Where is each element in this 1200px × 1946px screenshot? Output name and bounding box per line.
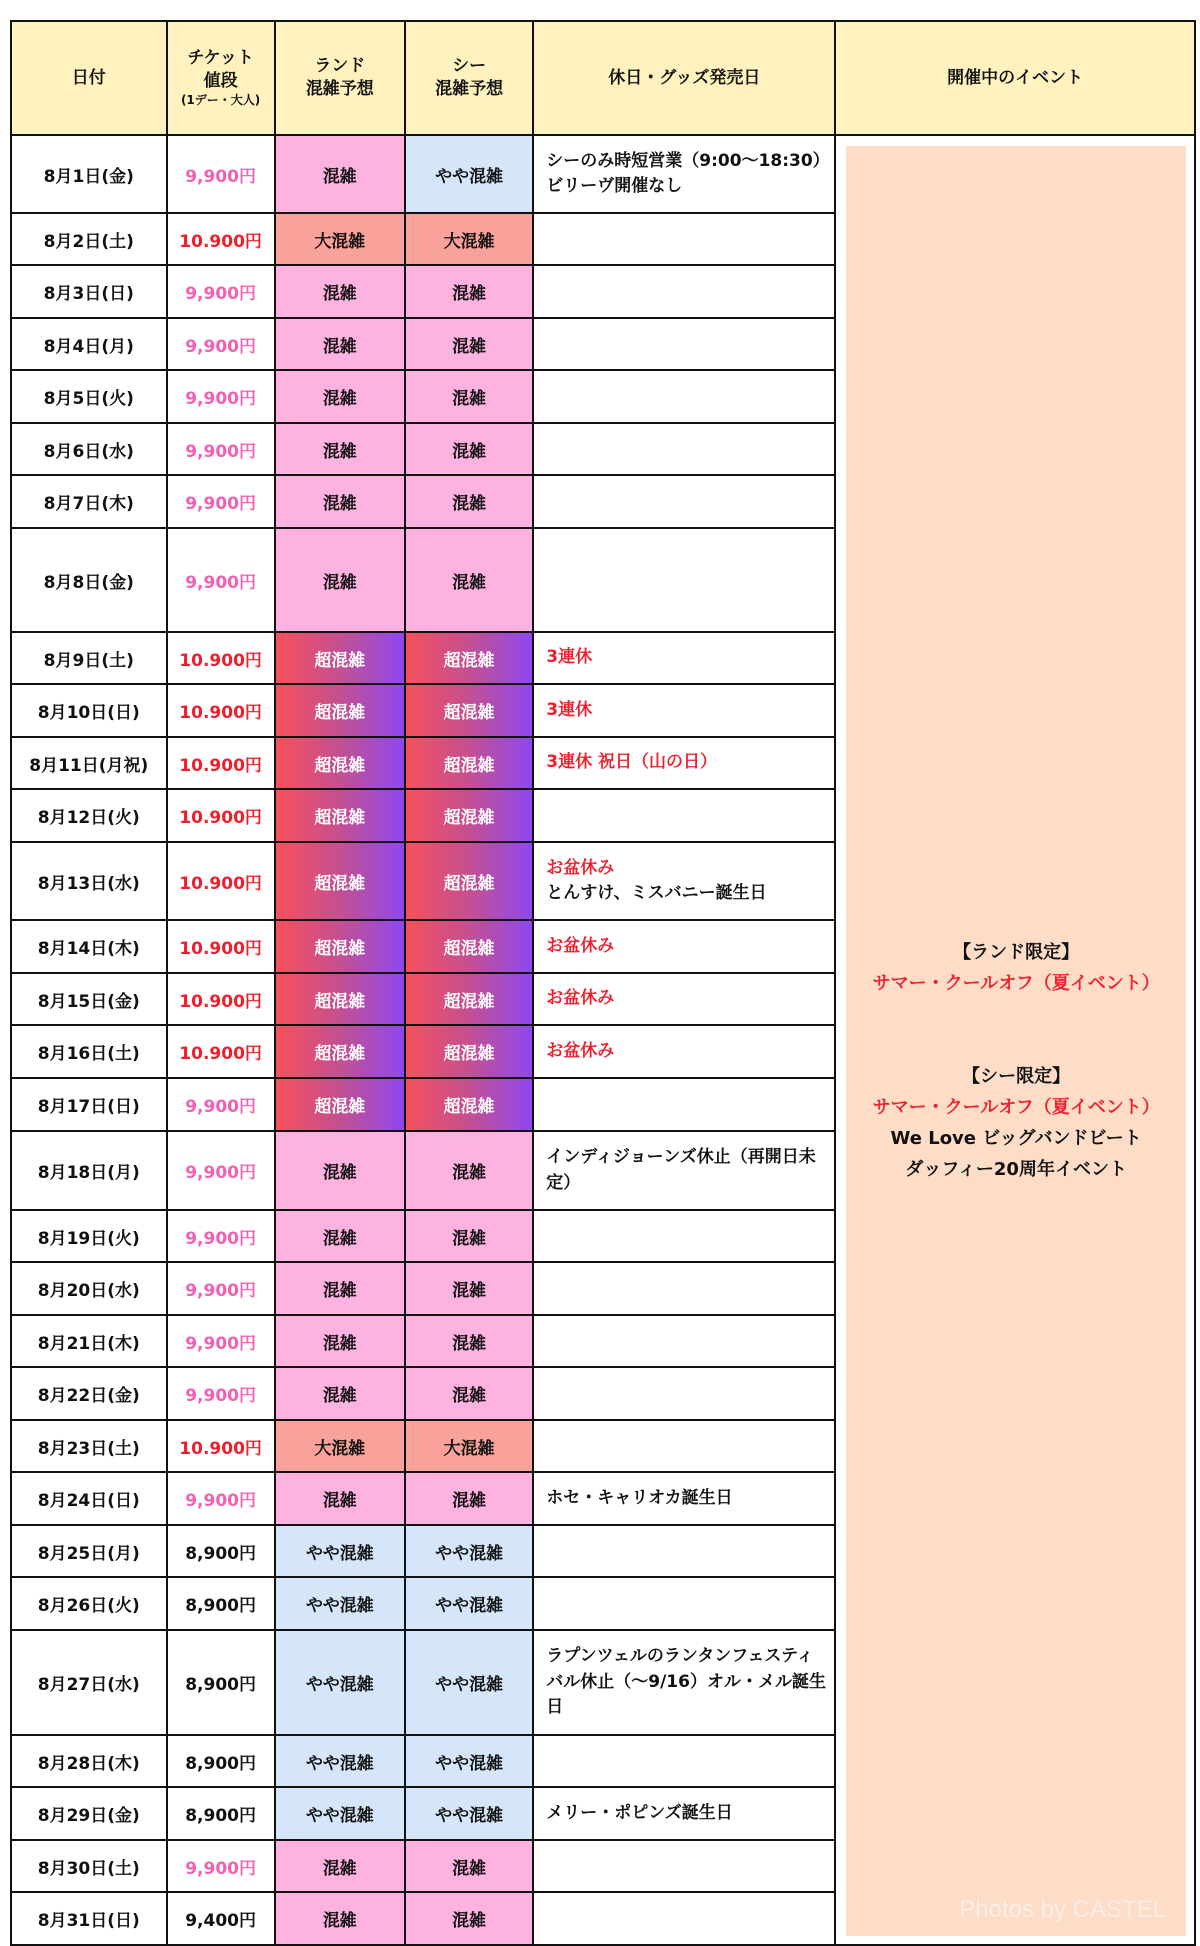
sea-event-heading: 【シー限定】 <box>962 1066 1071 1087</box>
price-cell: 8,900円 <box>167 1525 275 1577</box>
land-crowd-cell: 大混雑 <box>275 1420 405 1472</box>
land-event-name: サマー・クールオフ（夏イベント） <box>872 973 1160 994</box>
price-cell: 8,900円 <box>167 1630 275 1735</box>
table-body <box>11 135 1195 1945</box>
price-cell: 9,900円 <box>167 1210 275 1262</box>
sea-crowd-cell: 混雑 <box>405 1210 533 1262</box>
sea-crowd-cell: やや混雑 <box>405 1787 533 1840</box>
note-cell <box>533 135 835 213</box>
price-cell: 9,900円 <box>167 1840 275 1892</box>
land-crowd-cell: やや混雑 <box>275 1735 405 1787</box>
note-cell <box>533 1577 835 1630</box>
price-cell: 10.900円 <box>167 1025 275 1078</box>
sea-crowd-cell: 超混雑 <box>405 789 533 842</box>
header-land-line1: ランド <box>314 56 366 77</box>
note-cell <box>533 920 835 973</box>
note-cell <box>533 842 835 920</box>
price-cell: 9,900円 <box>167 1262 275 1315</box>
date-cell: 8月26日(火) <box>11 1577 167 1630</box>
note-black-text: ラプンツェルのランタンフェスティバル休止（〜9/16）オル・メル誕生日 <box>546 1646 826 1718</box>
date-cell: 8月21日(木) <box>11 1315 167 1367</box>
land-crowd-cell: 混雑 <box>275 1840 405 1892</box>
date-cell: 8月23日(土) <box>11 1420 167 1472</box>
note-cell <box>533 1025 835 1078</box>
price-cell: 10.900円 <box>167 973 275 1025</box>
note-cell <box>533 1315 835 1367</box>
land-event-heading: 【ランド限定】 <box>953 942 1080 963</box>
date-cell: 8月29日(金) <box>11 1787 167 1840</box>
land-crowd-cell: 混雑 <box>275 370 405 423</box>
price-cell: 8,900円 <box>167 1735 275 1787</box>
land-crowd-cell: やや混雑 <box>275 1525 405 1577</box>
note-cell <box>533 475 835 528</box>
sea-crowd-cell: 超混雑 <box>405 632 533 684</box>
header-sea-line1: シー <box>452 56 487 77</box>
price-cell: 10.900円 <box>167 920 275 973</box>
sea-crowd-cell: やや混雑 <box>405 1525 533 1577</box>
note-cell <box>533 1787 835 1840</box>
sea-crowd-cell: 大混雑 <box>405 1420 533 1472</box>
note-black-text: メリー・ポピンズ誕生日 <box>546 1802 733 1823</box>
sea-crowd-cell: やや混雑 <box>405 1735 533 1787</box>
land-crowd-cell: 超混雑 <box>275 737 405 789</box>
note-black-text: ホセ・キャリオカ誕生日 <box>546 1487 733 1508</box>
sea-crowd-cell: 超混雑 <box>405 1078 533 1131</box>
sea-crowd-cell: やや混雑 <box>405 1630 533 1735</box>
date-cell: 8月7日(木) <box>11 475 167 528</box>
land-crowd-cell: 超混雑 <box>275 920 405 973</box>
price-cell: 9,900円 <box>167 1367 275 1420</box>
date-cell: 8月8日(金) <box>11 528 167 632</box>
sea-crowd-cell: 超混雑 <box>405 737 533 789</box>
note-cell <box>533 1840 835 1892</box>
note-cell <box>533 632 835 684</box>
date-cell: 8月1日(金) <box>11 135 167 213</box>
price-cell: 9,900円 <box>167 135 275 213</box>
note-cell <box>533 528 835 632</box>
land-crowd-cell: 大混雑 <box>275 213 405 265</box>
sea-crowd-cell: 混雑 <box>405 1131 533 1210</box>
event-content <box>873 937 1160 1185</box>
sea-crowd-cell: 混雑 <box>405 1472 533 1525</box>
sea-crowd-cell: 混雑 <box>405 475 533 528</box>
date-cell: 8月11日(月祝) <box>11 737 167 789</box>
land-crowd-cell: 混雑 <box>275 1262 405 1315</box>
sea-crowd-cell: 混雑 <box>405 265 533 318</box>
price-cell: 9,900円 <box>167 318 275 370</box>
land-crowd-cell: やや混雑 <box>275 1630 405 1735</box>
note-red-text: お盆休み <box>546 857 615 878</box>
land-crowd-cell: 超混雑 <box>275 789 405 842</box>
price-cell: 9,900円 <box>167 1472 275 1525</box>
price-cell: 9,900円 <box>167 423 275 475</box>
note-cell <box>533 1078 835 1131</box>
land-crowd-cell: 混雑 <box>275 1315 405 1367</box>
note-cell <box>533 423 835 475</box>
date-cell: 8月14日(木) <box>11 920 167 973</box>
watermark: Photos by CASTEL <box>959 1896 1166 1923</box>
sea-crowd-cell: 混雑 <box>405 1262 533 1315</box>
note-black-text: とんすけ、ミスバニー誕生日 <box>546 883 767 903</box>
date-cell: 8月22日(金) <box>11 1367 167 1420</box>
date-cell: 8月24日(日) <box>11 1472 167 1525</box>
note-cell <box>533 1630 835 1735</box>
header-sea-line2: 混雑予想 <box>435 79 504 99</box>
price-cell: 9,900円 <box>167 475 275 528</box>
land-crowd-cell: 超混雑 <box>275 1025 405 1078</box>
land-crowd-cell: 混雑 <box>275 265 405 318</box>
date-cell: 8月6日(水) <box>11 423 167 475</box>
sea-crowd-cell: 混雑 <box>405 423 533 475</box>
land-crowd-cell: やや混雑 <box>275 1577 405 1630</box>
price-cell: 9,400円 <box>167 1892 275 1945</box>
price-cell: 9,900円 <box>167 528 275 632</box>
note-cell <box>533 1472 835 1525</box>
sea-crowd-cell: 超混雑 <box>405 920 533 973</box>
event-box <box>846 146 1186 1936</box>
land-crowd-cell: 混雑 <box>275 423 405 475</box>
land-crowd-cell: 混雑 <box>275 318 405 370</box>
sea-crowd-cell: 混雑 <box>405 318 533 370</box>
date-cell: 8月18日(月) <box>11 1131 167 1210</box>
table-row <box>11 135 1195 213</box>
price-cell: 9,900円 <box>167 1078 275 1131</box>
note-black-text: インディジョーンズ休止（再開日未定） <box>546 1147 816 1193</box>
crowd-calendar-table <box>10 20 1196 1946</box>
land-crowd-cell: 混雑 <box>275 135 405 213</box>
price-cell: 8,900円 <box>167 1787 275 1840</box>
land-crowd-cell: 超混雑 <box>275 973 405 1025</box>
date-cell: 8月28日(木) <box>11 1735 167 1787</box>
land-crowd-cell: 混雑 <box>275 1472 405 1525</box>
land-crowd-cell: 混雑 <box>275 528 405 632</box>
header-price <box>167 21 275 135</box>
sea-crowd-cell: 超混雑 <box>405 973 533 1025</box>
sea-crowd-cell: 混雑 <box>405 1840 533 1892</box>
date-cell: 8月25日(月) <box>11 1525 167 1577</box>
note-red-text: お盆休み <box>546 1040 615 1061</box>
header-notes: 休日・グッズ発売日 <box>533 21 835 135</box>
land-crowd-cell: 混雑 <box>275 475 405 528</box>
note-cell <box>533 1420 835 1472</box>
note-cell <box>533 684 835 737</box>
land-crowd-cell: 超混雑 <box>275 1078 405 1131</box>
note-cell <box>533 1131 835 1210</box>
price-cell: 8,900円 <box>167 1577 275 1630</box>
land-crowd-cell: 混雑 <box>275 1131 405 1210</box>
header-land-line2: 混雑予想 <box>305 79 374 99</box>
header-sea <box>405 21 533 135</box>
price-cell: 9,900円 <box>167 370 275 423</box>
note-cell <box>533 318 835 370</box>
sea-crowd-cell: 混雑 <box>405 1367 533 1420</box>
sea-crowd-cell: 混雑 <box>405 370 533 423</box>
date-cell: 8月13日(水) <box>11 842 167 920</box>
price-cell: 9,900円 <box>167 1315 275 1367</box>
sea-crowd-cell: 超混雑 <box>405 684 533 737</box>
price-cell: 10.900円 <box>167 213 275 265</box>
price-cell: 10.900円 <box>167 842 275 920</box>
event-cell <box>835 135 1195 1945</box>
note-red-text: 3連休 <box>546 699 593 720</box>
date-cell: 8月17日(日) <box>11 1078 167 1131</box>
note-cell <box>533 1735 835 1787</box>
price-cell: 9,900円 <box>167 265 275 318</box>
note-cell <box>533 213 835 265</box>
sea-event-name: サマー・クールオフ（夏イベント） <box>872 1097 1160 1118</box>
note-cell <box>533 1262 835 1315</box>
note-cell <box>533 1892 835 1945</box>
date-cell: 8月2日(土) <box>11 213 167 265</box>
date-cell: 8月9日(土) <box>11 632 167 684</box>
note-black-text: シーのみ時短営業（9:00〜18:30）ビリーヴ開催なし <box>546 150 822 196</box>
date-cell: 8月12日(火) <box>11 789 167 842</box>
land-crowd-cell: 超混雑 <box>275 684 405 737</box>
price-cell: 10.900円 <box>167 684 275 737</box>
header-price-line1: チケット <box>187 48 254 69</box>
header-events: 開催中のイベント <box>835 21 1195 135</box>
note-red-text: 3連休 祝日（山の日） <box>546 752 718 773</box>
header-date: 日付 <box>11 21 167 135</box>
land-crowd-cell: 混雑 <box>275 1210 405 1262</box>
note-cell <box>533 737 835 789</box>
sea-crowd-cell: 混雑 <box>405 1892 533 1945</box>
sea-crowd-cell: 超混雑 <box>405 1025 533 1078</box>
header-row <box>11 21 1195 135</box>
land-crowd-cell: 混雑 <box>275 1367 405 1420</box>
sea-crowd-cell: やや混雑 <box>405 135 533 213</box>
sea-crowd-cell: 混雑 <box>405 528 533 632</box>
date-cell: 8月15日(金) <box>11 973 167 1025</box>
sea-crowd-cell: 大混雑 <box>405 213 533 265</box>
price-cell: 10.900円 <box>167 632 275 684</box>
note-cell <box>533 973 835 1025</box>
date-cell: 8月30日(土) <box>11 1840 167 1892</box>
sea-event-extra-2: ダッフィー20周年イベント <box>905 1159 1127 1180</box>
date-cell: 8月31日(日) <box>11 1892 167 1945</box>
date-cell: 8月4日(月) <box>11 318 167 370</box>
note-cell <box>533 370 835 423</box>
date-cell: 8月20日(水) <box>11 1262 167 1315</box>
note-cell <box>533 1525 835 1577</box>
land-crowd-cell: 混雑 <box>275 1892 405 1945</box>
note-cell <box>533 265 835 318</box>
sea-crowd-cell: やや混雑 <box>405 1577 533 1630</box>
price-cell: 10.900円 <box>167 1420 275 1472</box>
note-red-text: 3連休 <box>546 647 593 668</box>
date-cell: 8月5日(火) <box>11 370 167 423</box>
event-spacer <box>873 999 1160 1061</box>
date-cell: 8月3日(日) <box>11 265 167 318</box>
note-cell <box>533 1367 835 1420</box>
note-red-text: お盆休み <box>546 935 615 956</box>
sea-crowd-cell: 混雑 <box>405 1315 533 1367</box>
note-cell <box>533 1210 835 1262</box>
note-cell <box>533 789 835 842</box>
sea-event-extra-1: We Love ビッグバンドビート <box>890 1128 1142 1149</box>
sea-crowd-cell: 超混雑 <box>405 842 533 920</box>
land-crowd-cell: やや混雑 <box>275 1787 405 1840</box>
header-price-note: (1デー・大人) <box>180 93 261 108</box>
price-cell: 10.900円 <box>167 737 275 789</box>
date-cell: 8月27日(水) <box>11 1630 167 1735</box>
land-crowd-cell: 超混雑 <box>275 842 405 920</box>
date-cell: 8月16日(土) <box>11 1025 167 1078</box>
date-cell: 8月10日(日) <box>11 684 167 737</box>
header-price-line2: 値段 <box>203 71 238 92</box>
price-cell: 10.900円 <box>167 789 275 842</box>
price-cell: 9,900円 <box>167 1131 275 1210</box>
header-land <box>275 21 405 135</box>
date-cell: 8月19日(火) <box>11 1210 167 1262</box>
note-red-text: お盆休み <box>546 988 615 1009</box>
land-crowd-cell: 超混雑 <box>275 632 405 684</box>
